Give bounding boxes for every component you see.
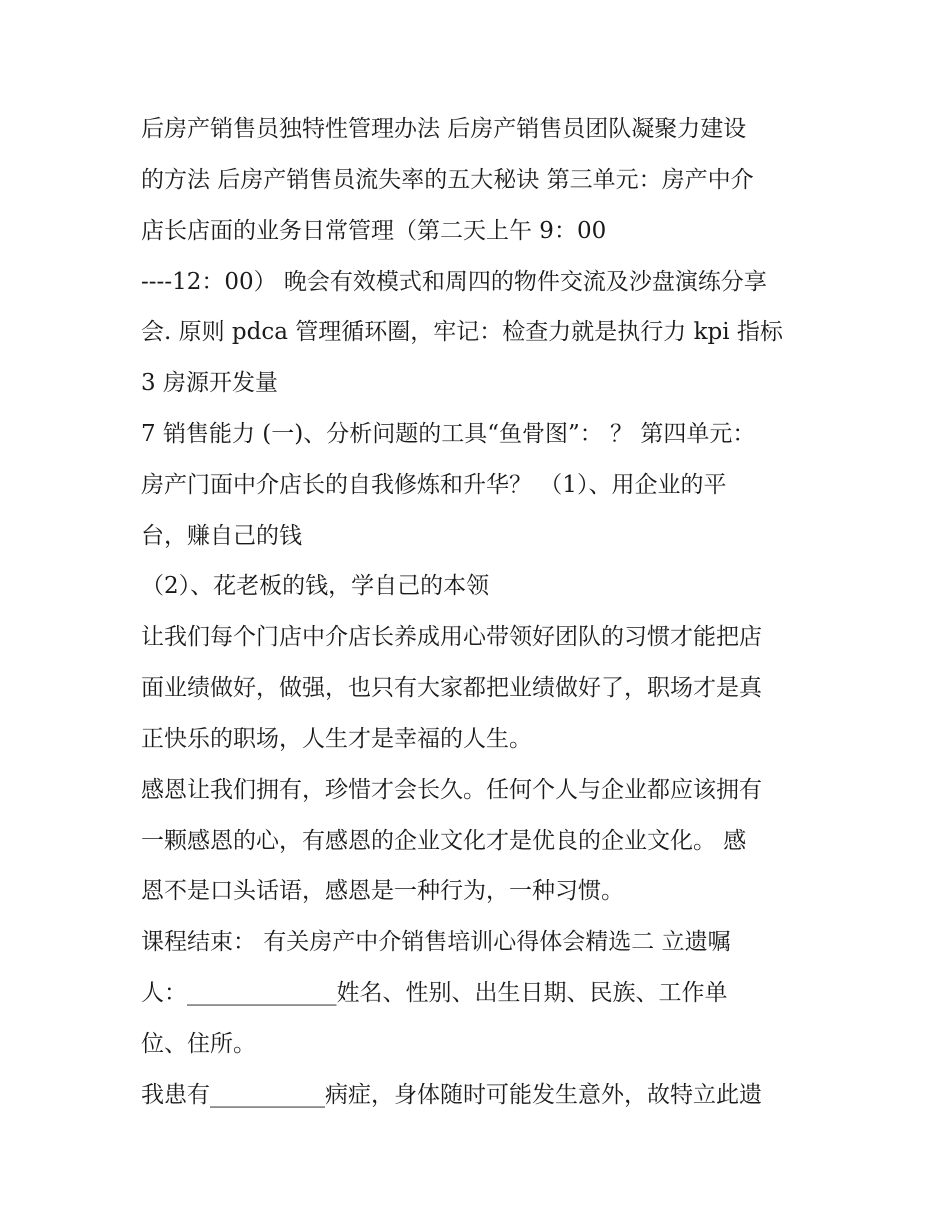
text-line: 人：_____________姓名、性别、出生日期、民族、工作单 [141,980,728,1006]
text-line: 店长店面的业务日常管理（第二天上午 9：00 [141,218,607,244]
text-line: 7 销售能力 (一)、分析问题的工具“鱼骨图”： ？ 第四单元： [141,421,756,447]
text-line: 我患有__________病症，身体随时可能发生意外，故特立此遗 [141,1082,762,1108]
text-line: 的方法 后房产销售员流失率的五大秘诀 第三单元：房产中介 [141,167,754,193]
text-line: 房产门面中介店长的自我修炼和升华？ （1）、用企业的平 [141,472,727,498]
text-line: 恩不是口头话语，感恩是一种行为，一种习惯。 [141,878,624,904]
text-line: 面业绩做好，做强，也只有大家都把业绩做好了，职场才是真 [141,675,762,701]
text-line: 让我们每个门店中介店长养成用心带领好团队的习惯才能把店 [141,624,762,650]
text-line: 正快乐的职场，人生才是幸福的人生。 [141,726,532,752]
text-line: 课程结束： 有关房产中介销售培训心得体会精选二 立遗嘱 [141,929,731,955]
text-line: 后房产销售员独特性管理办法 后房产销售员团队凝聚力建设 [141,116,747,142]
text-line: 位、住所。 [141,1031,256,1057]
text-line: 感恩让我们拥有，珍惜才会长久。任何个人与企业都应该拥有 [141,777,762,803]
text-line: 台，赚自己的钱 [141,523,302,549]
text-line: 会. 原则 pdca 管理循环圈，牢记：检查力就是执行力 kpi 指标 [141,319,783,345]
text-line: ----12：00） 晚会有效模式和周四的物件交流及沙盘演练分享 [141,269,767,295]
text-line: 3 房源开发量 [141,370,278,396]
text-line: 一颗感恩的心，有感恩的企业文化才是优良的企业文化。 感 [141,828,747,854]
text-line: （2）、花老板的钱，学自己的本领 [141,573,490,599]
